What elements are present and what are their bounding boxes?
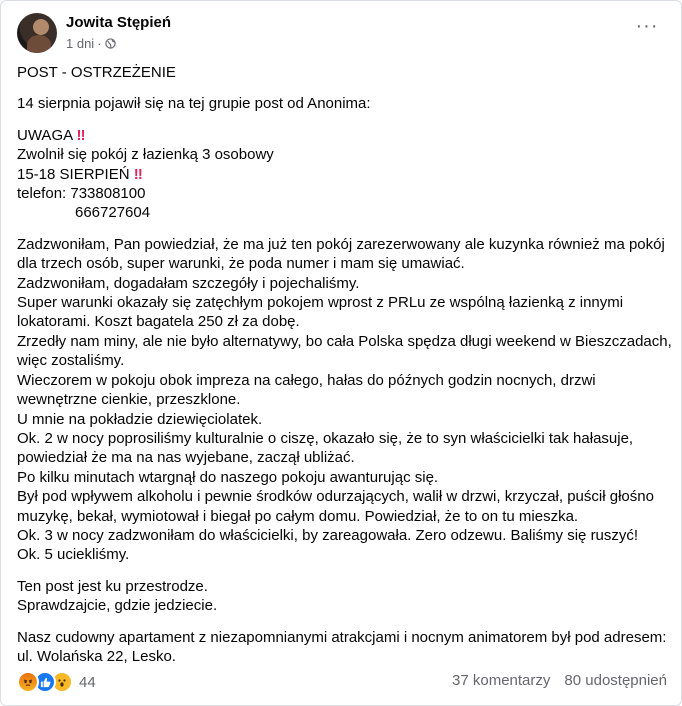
shares-count-link[interactable]: 80 udostępnień: [564, 672, 667, 689]
story-line: Ok. 3 w nocy zadzwoniłam do właścicielki, by zareagowała. Zero odzewu. Baliśmy się ruszyć!: [17, 526, 639, 544]
story-line: Ok. 5 uciekliśmy.: [17, 546, 130, 564]
story-line: Ok. 2 w nocy poprosiliśmy kulturalnie o ciszę, okazało się, że to syn właścicielki tak hałasuje, powiedział że ma na nas wyjebane, zaczął ubliżać.: [17, 429, 634, 467]
post-intro: 14 sierpnia pojawił się na tej grupie post od Anonima:: [17, 95, 371, 113]
avatar-figure: [27, 35, 51, 53]
story-line: Zrzedły nam miny, ale nie było alternatywy, bo cała Polska spędza długi weekend w Bieszczadach, więc zostaliśmy.: [17, 332, 672, 370]
quote-line-uwaga: [17, 126, 673, 145]
comments-count-link[interactable]: 37 komentarzy: [452, 672, 551, 689]
warning-line: Sprawdzajcie, gdzie jedziecie.: [17, 597, 218, 615]
post-time[interactable]: 1 dni: [66, 36, 95, 51]
double-exclamation-icon: ‼: [76, 126, 84, 144]
post-title: POST - OSTRZEŻENIE: [17, 64, 176, 81]
story-line: Zadzwoniłam, dogadałam szczegóły i pojechaliśmy.: [17, 274, 360, 292]
post-body: [17, 63, 673, 666]
quote-phone: telefon: 733808100: [17, 185, 146, 203]
globe-icon[interactable]: [105, 38, 116, 49]
address-line: ul. Wolańska 22, Lesko.: [17, 647, 176, 665]
story-line: U mnie na pokładzie dziewięciolatek.: [17, 410, 263, 428]
story-line: Wieczorem w pokoju obok impreza na całego, hałas do późnych godzin nocnych, drzwi wewnętrzne cienkie, przeszklone.: [17, 371, 596, 409]
post-header: [17, 13, 667, 57]
story-line: Po kilku minutach wtargnął do naszego pokoju awanturując się.: [17, 468, 439, 486]
story-line: Zadzwoniłam, Pan powiedział, że ma już ten pokój zarezerwowany ale kuzynka również ma pokój dla trzech osób, super warunki, że poda numer i mam się umawiać.: [17, 235, 665, 273]
quote-line-room: Zwolnił się pokój z łazienką 3 osobowy: [17, 146, 274, 164]
more-options-icon[interactable]: ···: [635, 15, 659, 37]
warning-line: Ten post jest ku przestrodze.: [17, 577, 208, 595]
quote-dates-text: 15-18 SIERPIEŃ: [17, 165, 130, 183]
author-name[interactable]: Jowita Stępień: [66, 14, 172, 31]
story-line: Był pod wpływem alkoholu i pewnie środków odurzających, walił w drzwi, krzyczał, puścił głośno muzykę, bekał, wymiotował i biegał po całym domu. Powiedział, że to on tu mieszka.: [17, 488, 654, 525]
author-avatar[interactable]: [17, 13, 57, 53]
post-stats: [452, 672, 667, 689]
double-exclamation-icon: ‼: [133, 165, 141, 183]
quote-line-dates: [17, 165, 673, 184]
reactions-summary[interactable]: [17, 671, 96, 693]
post-meta: [66, 36, 116, 51]
post-footer: [17, 669, 667, 693]
story-line: Super warunki okazały się zatęchłym pokojem wprost z PRLu ze wspólną łazienką z innymi lokatorami. Koszt bagatela 250 zł za dobę.: [17, 294, 624, 331]
address-line: Nasz cudowny apartament z niezapomnianymi atrakcjami i nocnym animatorem był pod adresem:: [17, 628, 667, 646]
quote-phone-2: 666727604: [75, 204, 151, 222]
reaction-count[interactable]: 44: [79, 673, 96, 691]
quote-uwaga-text: UWAGA: [17, 126, 73, 144]
angry-reaction-icon: [17, 671, 39, 693]
meta-separator: ·: [97, 36, 102, 51]
